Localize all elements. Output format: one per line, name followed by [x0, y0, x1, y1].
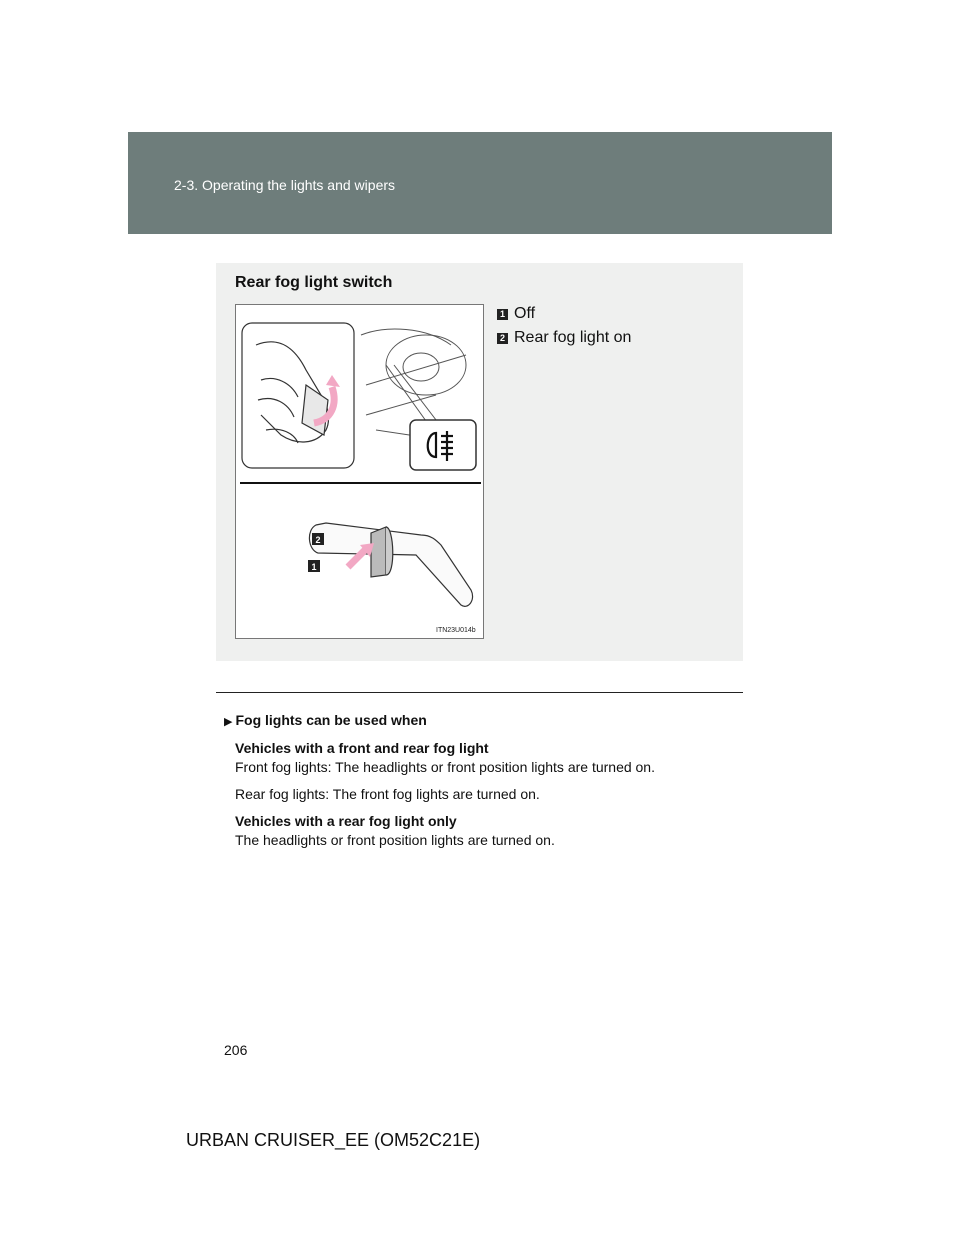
note-block-rear-only: Vehicles with a rear fog light only The headlights or front position lights are turned on.	[235, 813, 555, 848]
lever-sketch	[309, 523, 472, 606]
fog-symbol-inset	[410, 420, 476, 470]
note-block-rear: Rear fog lights: The front fog lights are turned on.	[235, 786, 540, 802]
fog-switch-illustration	[235, 304, 484, 639]
footer-model: URBAN CRUISER_EE (OM52C21E)	[186, 1130, 481, 1150]
panel-title: Rear fog light switch	[235, 274, 393, 291]
legend-item-rear-fog-on	[497, 329, 631, 347]
triangle-bullet-icon: ▶	[224, 716, 233, 728]
note-block-front-rear: Vehicles with a front and rear fog light Front fog lights: The headlights or front position lights are turned on.	[235, 740, 655, 775]
section-divider	[216, 692, 743, 693]
number-2-icon: 2	[497, 333, 508, 344]
notes-section	[224, 711, 734, 858]
legend-label: Rear fog light on	[514, 329, 632, 346]
legend-item-off	[497, 305, 535, 323]
notes-heading: ▶ Fog lights can be used when	[224, 712, 427, 728]
figure-code: ITN23U014b	[436, 627, 476, 634]
callout-1: 1	[311, 562, 317, 572]
legend-label: Off	[514, 305, 536, 322]
section-title: 2-3. Operating the lights and wipers	[174, 177, 396, 193]
number-1-icon: 1	[497, 309, 508, 320]
callout-2: 2	[315, 535, 321, 545]
page-number: 206	[224, 1042, 248, 1058]
